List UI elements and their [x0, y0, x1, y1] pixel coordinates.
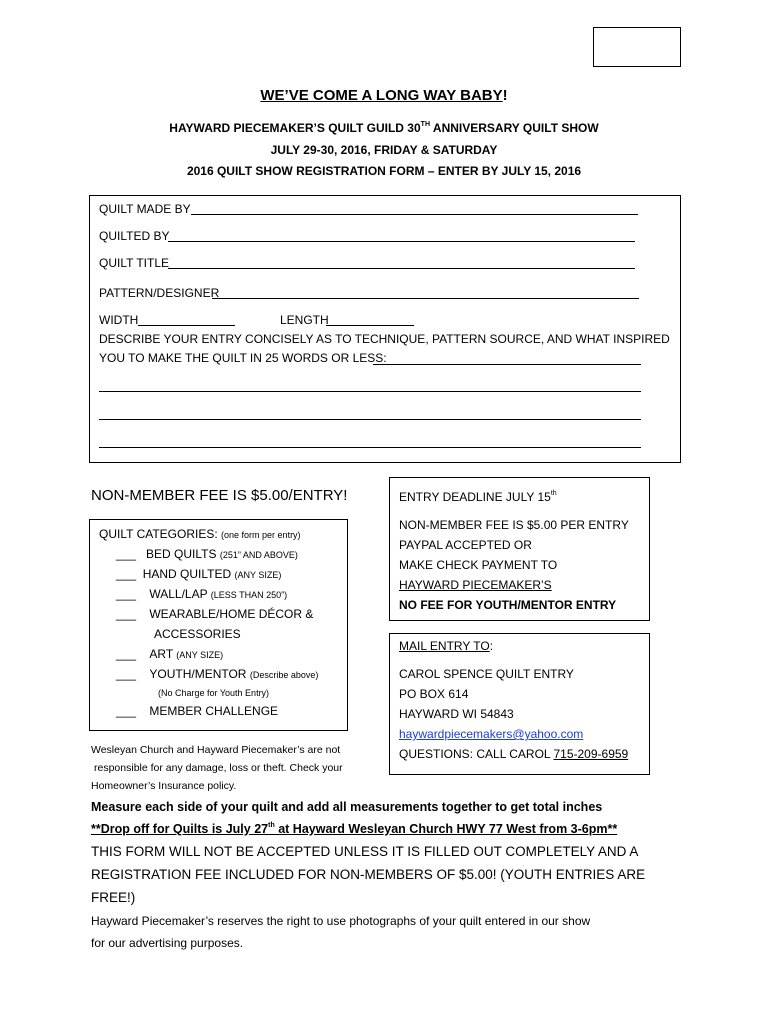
length-label: LENGTH: [280, 313, 329, 327]
notice-line-2: REGISTRATION FEE INCLUDED FOR NON-MEMBERS OF $5.00! (YOUTH ENTRIES ARE: [91, 867, 646, 882]
entry-number-box: [593, 27, 681, 67]
quilt-title-label: QUILT TITLE: [99, 256, 170, 270]
quilt-made-by-label: QUILT MADE BY: [99, 202, 191, 216]
deadline-payee: HAYWARD PIECEMAKER’S: [399, 578, 552, 592]
quilt-made-by-field[interactable]: [99, 199, 191, 219]
describe-line-3[interactable]: [99, 419, 641, 420]
deadline-fee: NON-MEMBER FEE IS $5.00 PER ENTRY: [399, 518, 629, 532]
disclaimer-line-1: Wesleyan Church and Hayward Piecemaker’s are not: [91, 744, 341, 756]
category-member-challenge[interactable]: ___ MEMBER CHALLENGE: [116, 704, 279, 718]
disclaimer-line-3: Homeowner’s Insurance policy.: [91, 780, 237, 792]
rights-line-1: Hayward Piecemaker’s reserves the right to use photographs of your quilt entered in our show: [91, 914, 591, 928]
email-link[interactable]: haywardpiecemakers@yahoo.com: [399, 727, 584, 741]
rights-line-2: for our advertising purposes.: [91, 936, 244, 950]
category-hand-quilted[interactable]: ___ HAND QUILTED (ANY SIZE): [116, 567, 282, 581]
describe-line-2[interactable]: [99, 391, 641, 392]
pattern-designer-line[interactable]: [212, 298, 639, 299]
disclaimer-line-2: responsible for any damage, loss or theft. Check your: [94, 762, 343, 774]
notice-line-1: THIS FORM WILL NOT BE ACCEPTED UNLESS IT IS FILLED OUT COMPLETELY AND A: [91, 844, 639, 859]
dropoff-instruction: **Drop off for Quilts is July 27th at Hayward Wesleyan Church HWY 77 West from 3-6pm**: [91, 822, 618, 836]
quilted-by-field[interactable]: [99, 226, 169, 246]
quilt-made-by-line[interactable]: [191, 214, 638, 215]
describe-line-4[interactable]: [99, 447, 641, 448]
describe-line-1[interactable]: [373, 364, 641, 365]
category-youth-mentor[interactable]: ___ YOUTH/MENTOR (Describe above): [116, 667, 319, 681]
category-bed-quilts[interactable]: ___ BED QUILTS (251” AND ABOVE): [116, 547, 298, 561]
fee-heading: NON-MEMBER FEE IS $5.00/ENTRY!: [91, 487, 348, 504]
show-dates: JULY 29-30, 2016, FRIDAY & SATURDAY: [270, 143, 498, 157]
categories-heading: QUILT CATEGORIES: (one form per entry): [99, 527, 301, 541]
quilted-by-label: QUILTED BY: [99, 229, 170, 243]
mail-heading: MAIL ENTRY TO:: [399, 639, 494, 653]
page-title: WE’VE COME A LONG WAY BABY!: [260, 87, 508, 104]
deadline-youth-note: NO FEE FOR YOUTH/MENTOR ENTRY: [399, 598, 617, 612]
category-accessories: ACCESSORIES: [154, 627, 241, 641]
width-label: WIDTH: [99, 313, 139, 327]
measure-instruction: Measure each side of your quilt and add all measurements together to get total inches: [91, 800, 603, 814]
quilted-by-line[interactable]: [168, 241, 635, 242]
width-line[interactable]: [138, 325, 235, 326]
form-subtitle: 2016 QUILT SHOW REGISTRATION FORM – ENTER BY JULY 15, 2016: [186, 164, 582, 178]
deadline-paypal: PAYPAL ACCEPTED OR: [399, 538, 532, 552]
length-line[interactable]: [326, 325, 414, 326]
questions-line: QUESTIONS: CALL CAROL 715-209-6959: [399, 747, 629, 761]
quilt-title-line[interactable]: [168, 268, 635, 269]
category-wearable[interactable]: ___ WEARABLE/HOME DÉCOR &: [116, 607, 314, 621]
notice-line-3: FREE!): [91, 890, 136, 905]
guild-heading: HAYWARD PIECEMAKER’S QUILT GUILD 30TH ANNIVERSARY QUILT SHOW: [169, 121, 599, 135]
category-youth-note: (No Charge for Youth Entry): [158, 688, 270, 698]
phone-number[interactable]: 715-209-6959: [553, 747, 629, 761]
pattern-designer-field[interactable]: [99, 283, 219, 303]
mail-recipient: CAROL SPENCE QUILT ENTRY: [399, 667, 574, 681]
pattern-designer-label: PATTERN/DESIGNER: [99, 286, 220, 300]
describe-instructions-2: YOU TO MAKE THE QUILT IN 25 WORDS OR LESS:: [99, 351, 387, 365]
quilt-title-field[interactable]: [99, 253, 169, 273]
describe-instructions-1: DESCRIBE YOUR ENTRY CONCISELY AS TO TECHNIQUE, PATTERN SOURCE, AND WHAT INSPIRED: [99, 332, 670, 346]
deadline-title: ENTRY DEADLINE JULY 15th: [399, 490, 557, 504]
deadline-check: MAKE CHECK PAYMENT TO: [399, 558, 558, 572]
mail-city: HAYWARD WI 54843: [399, 707, 514, 721]
category-art[interactable]: ___ ART (ANY SIZE): [116, 647, 224, 661]
category-wall-lap[interactable]: ___ WALL/LAP (LESS THAN 250”): [116, 587, 288, 601]
mail-po-box: PO BOX 614: [399, 687, 469, 701]
